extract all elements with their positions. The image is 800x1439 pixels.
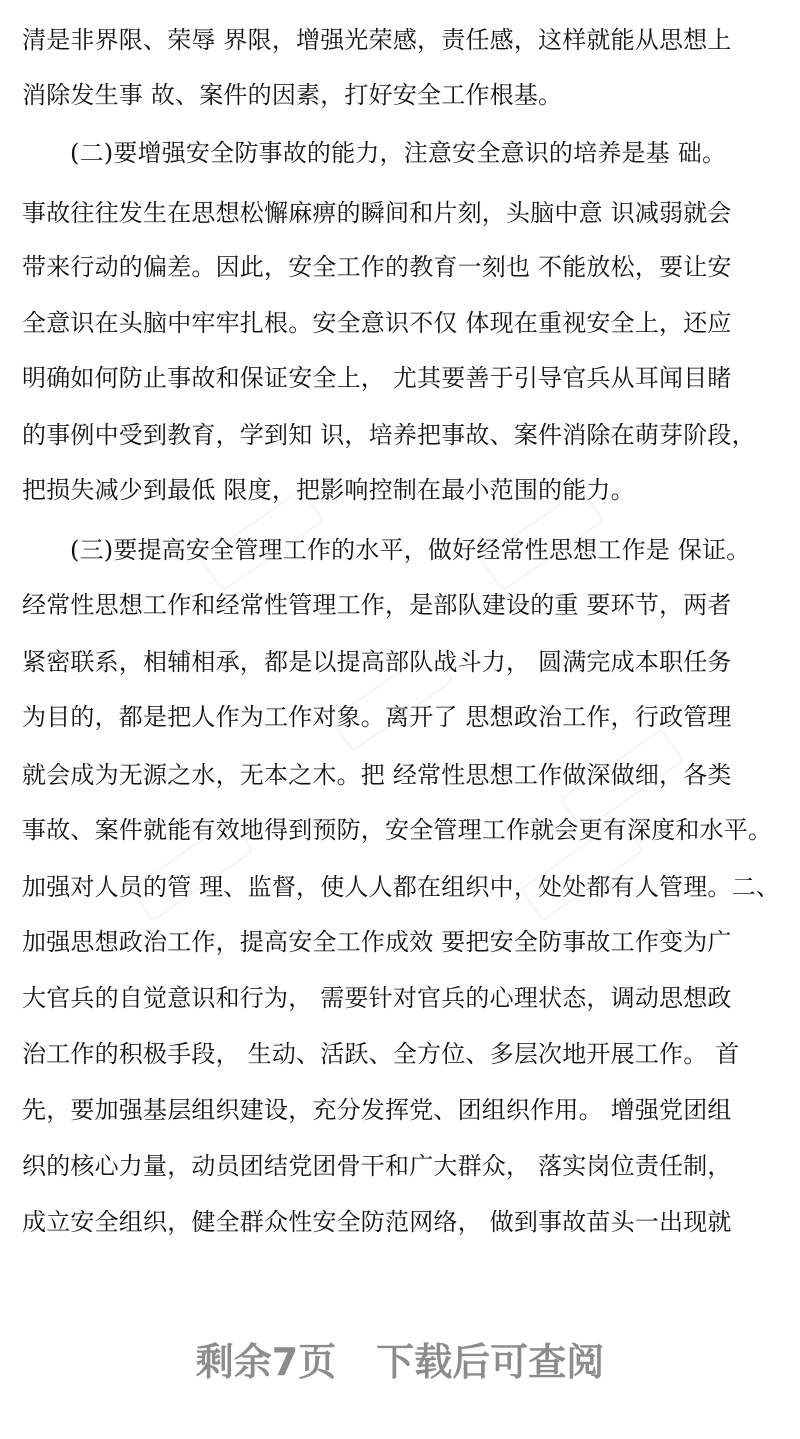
text-line: 事故、案件就能有效地得到预防，安全管理工作就会更有深度和水平。 <box>22 816 773 844</box>
text-line: 清是非界限、荣辱 界限，增强光荣感，责任感，这样就能从思想上 <box>22 26 732 54</box>
text-line: 大官兵的自觉意识和行为， 需要针对官兵的心理状态，调动思想政 <box>22 984 732 1012</box>
paragraph-heading: (三)要提高安全管理工作的水平，做好经常性思想工作是 保证。 <box>70 536 751 564</box>
text-line: 的事例中受到教育，学到知 识，培养把事故、案件消除在萌芽阶段， <box>22 421 756 449</box>
text-line: 成立安全组织，健全群众性安全防范网络， 做到事故苗头一出现就 <box>22 1208 732 1236</box>
remaining-pages-label[interactable]: 剩余7页 <box>195 1340 337 1384</box>
text-line: 带来行动的偏差。因此，安全工作的教育一刻也 不能放松，要让安 <box>22 253 732 281</box>
text-line: 消除发生事 故、案件的因素，打好安全工作根基。 <box>22 81 563 109</box>
text-line: 紧密联系，相辅相承，都是以提高部队战斗力， 圆满完成本职任务 <box>22 648 732 676</box>
text-line: 治工作的积极手段， 生动、活跃、全方位、多层次地开展工作。 首 <box>22 1040 740 1068</box>
text-line: 事故往往发生在思想松懈麻痹的瞬间和片刻，头脑中意 识减弱就会 <box>22 199 732 227</box>
text-line: 明确如何防止事故和保证安全上， 尤其要善于引导官兵从耳闻目睹 <box>22 364 732 392</box>
text-line: 先，要加强基层组织建设，充分发挥党、团组织作用。 增强党团组 <box>22 1096 732 1124</box>
download-to-view-label[interactable]: 下载后可查阅 <box>376 1340 605 1384</box>
text-line: 就会成为无源之水，无本之木。把 经常性思想工作做深做细，各类 <box>22 761 732 789</box>
download-prompt-banner[interactable] <box>0 1332 800 1392</box>
text-line: 经常性思想工作和经常性管理工作，是部队建设的重 要环节，两者 <box>22 591 732 619</box>
text-line: 加强思想政治工作，提高安全工作成效 要把安全防事故工作变为广 <box>22 928 732 956</box>
text-line: 全意识在头脑中牢牢扎根。安全意识不仅 体现在重视安全上，还应 <box>22 309 732 337</box>
text-line: 为目的，都是把人作为工作对象。离开了 思想政治工作，行政管理 <box>22 703 732 731</box>
text-line: 把损失减少到最低 限度，把影响控制在最小范围的能力。 <box>22 476 635 504</box>
text-line: 织的核心力量，动员团结党团骨干和广大群众， 落实岗位责任制， <box>22 1152 732 1180</box>
text-line: 加强对人员的管 理、监督，使人人都在组织中，处处都有人管理。二、 <box>22 873 780 901</box>
paragraph-heading: (二)要增强安全防事故的能力，注意安全意识的培养是基 础。 <box>70 139 727 167</box>
